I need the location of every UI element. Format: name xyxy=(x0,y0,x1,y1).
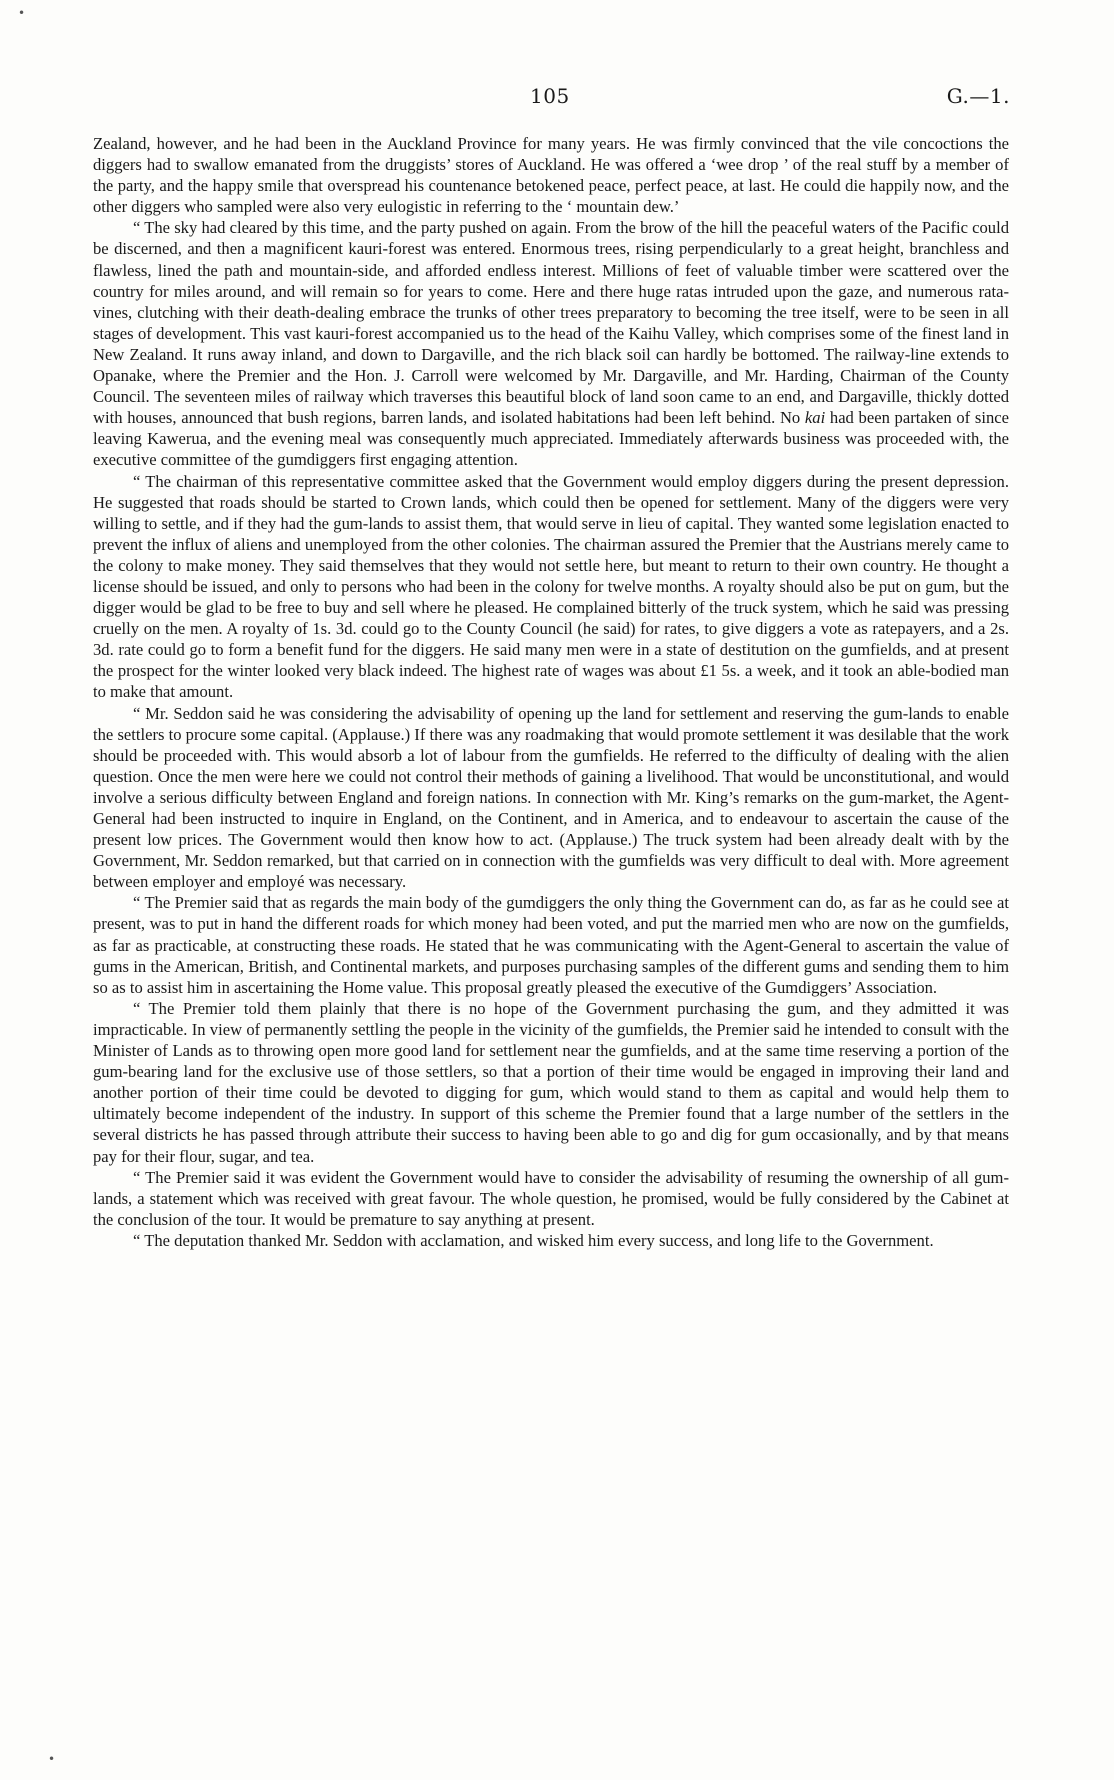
paragraph xyxy=(93,133,1009,217)
scan-speck: • xyxy=(18,6,26,20)
text-run: “ The sky had cleared by this time, and the party pushed on again. From the brow of the hill the peaceful waters of the Pacific could be discerned, and then a magnificent kauri-forest was entered. Enormous trees, rising perpendicularly to a great height, branchless and flawless, lined the path and mountain-side, and afforded endless interest. Millions of feet of valuable timber were scattered over the country for miles around, and will remain so for years to come. Here and there huge ratas intruded upon the gaze, and numerous rata-vines, clutching with their death-dealing embrace the trunks of other trees preparatory to becoming the tree itself, were to be seen in all stages of development. This vast kauri-forest accompanied us to the head of the Kaihu Valley, which comprises some of the finest land in New Zealand. It runs away inland, and down to Dargaville, and the rich black soil can hardly be bottomed. The railway-line extends to Opanake, where the Premier and the Hon. J. Carroll were welcomed by Mr. Dargaville, and Mr. Harding, Chairman of the County Council. The seventeen miles of railway which traverses this beautiful block of land soon came to an end, and Dargaville, thickly dotted with houses, announced that bush regions, barren lands, and isolated habitations had been left behind. No xyxy=(93,218,1009,428)
page-number: 105 xyxy=(530,84,570,108)
text-run: “ Mr. Seddon said he was considering the advisability of opening up the land for settlement and reserving the gum-lands to enable the settlers to procure some capital. (Applause.) If there was any roadmaking that would promote settlement it was desilable that the work should be proceeded with. This would absorb a lot of labour from the gumfields. He referred to the difficulty of dealing with the alien question. Once the men were here we could not control their methods of gaining a livelihood. That would be unconstitutional, and would involve a serious difficulty between England and foreign nations. In connection with Mr. King’s remarks on the gum-market, the Agent-General had been instructed to inquire in England, on the Continent, and in America, and to endeavour to ascertain the cause of the present low prices. The Government would then know how to act. (Applause.) The truck system had been already dealt with by the Government, Mr. Seddon remarked, but that carried on in connection with the gumfields was very difficult to deal with. More agreement between employer and employé was necessary. xyxy=(93,703,1009,892)
text-run: “ The Premier said it was evident the Government would have to consider the advisability of resuming the ownership of all gum-lands, a statement which was received with great favour. The whole question, he promised, would be fully considered by the Cabinet at the conclusion of the tour. It would be premature to say anything at present. xyxy=(93,1167,1009,1229)
page-header xyxy=(0,84,1114,114)
document-code: G.—1. xyxy=(946,84,1010,108)
paragraph xyxy=(93,703,1009,893)
paragraph xyxy=(93,1230,1009,1251)
paragraph xyxy=(93,1167,1009,1230)
text-run: “ The Premier told them plainly that there is no hope of the Government purchasing the gum, and they admitted it was impracticable. In view of permanently settling the people in the vicinity of the gumfields, the Premier said he intended to consult with the Minister of Lands as to throwing open more good land for settlement near the gumfields, and at the same time reserving a portion of the gum-bearing land for the exclusive use of those settlers, so that a portion of their time would be engaged in improving their land and another portion of their time could be devoted to digging for gum, which would stand to them as capital and would help them to ultimately become independent of the industry. In support of this scheme the Premier found that a large number of the settlers in the several districts he has passed through attribute their success to having been able to go and dig for gum occasionally, and by that means pay for their flour, sugar, and tea. xyxy=(93,998,1009,1166)
paragraph xyxy=(93,471,1009,703)
text-run: “ The chairman of this representative committee asked that the Government would employ diggers during the present depression. He suggested that roads should be started to Crown lands, which could then be opened for settlement. Many of the diggers were very willing to settle, and if they had the gum-lands to assist them, that would serve in lieu of capital. They wanted some legislation enacted to prevent the influx of aliens and unemployed from the other colonies. The chairman assured the Premier that the Austrians merely came to the colony to make money. They said themselves that they would not settle here, but meant to return to their own country. He thought a license should be issued, and only to persons who had been in the colony for twelve months. A royalty should also be put on gum, but the digger would be glad to be free to buy and sell where he pleased. He complained bitterly of the truck system, which he said was pressing cruelly on the men. A royalty of 1s. 3d. could go to the County Council (he said) for rates, to give diggers a vote as ratepayers, and a 2s. 3d. rate could go to form a benefit fund for the diggers. He said many men were in a state of destitution on the gumfields, and at present the prospect for the winter looked very black indeed. The highest rate of wages was about £1 5s. a week, and it took an able-bodied man to make that amount. xyxy=(93,471,1009,702)
text-run: “ The deputation thanked Mr. Seddon with acclamation, and wisked him every success, and long life to the Government. xyxy=(133,1230,934,1250)
paragraph xyxy=(93,998,1009,1167)
text-run: Zealand, however, and he had been in the Auckland Province for many years. He was firmly convinced that the vile concoctions the diggers had to swallow emanated from the druggists’ stores of Auckland. He was offered a ‘wee drop ’ of the real stuff by a member of the party, and the happy smile that overspread his countenance betokened peace, perfect peace, at last. He could die happily now, and the other diggers who sampled were also very eulogistic in referring to the ‘ mountain dew.’ xyxy=(93,134,1009,217)
body-text xyxy=(93,133,1009,1251)
text-run: “ The Premier said that as regards the main body of the gumdiggers the only thing the Government can do, as far as he could see at present, was to put in hand the different roads for which money had been voted, and put the married men who are now on the gumfields, as far as practicable, at constructing these roads. He stated that he was communicating with the Agent-General to ascertain the value of gums in the American, British, and Continental markets, and purposes purchasing samples of the different gums and sending them to him so as to assist him in ascertaining the Home value. This proposal greatly pleased the executive of the Gumdiggers’ Association. xyxy=(93,893,1009,997)
text-run: had been partaken of since leaving Kawerua, and the evening meal was consequently much appreciated. Immediately afterwards business was proceeded with, the executive committee of the gumdiggers first engaging attention. xyxy=(93,408,1009,470)
italic-term: kai xyxy=(804,408,826,428)
scan-speck: • xyxy=(48,1752,56,1766)
paragraph xyxy=(93,892,1009,997)
paragraph xyxy=(93,217,1009,470)
